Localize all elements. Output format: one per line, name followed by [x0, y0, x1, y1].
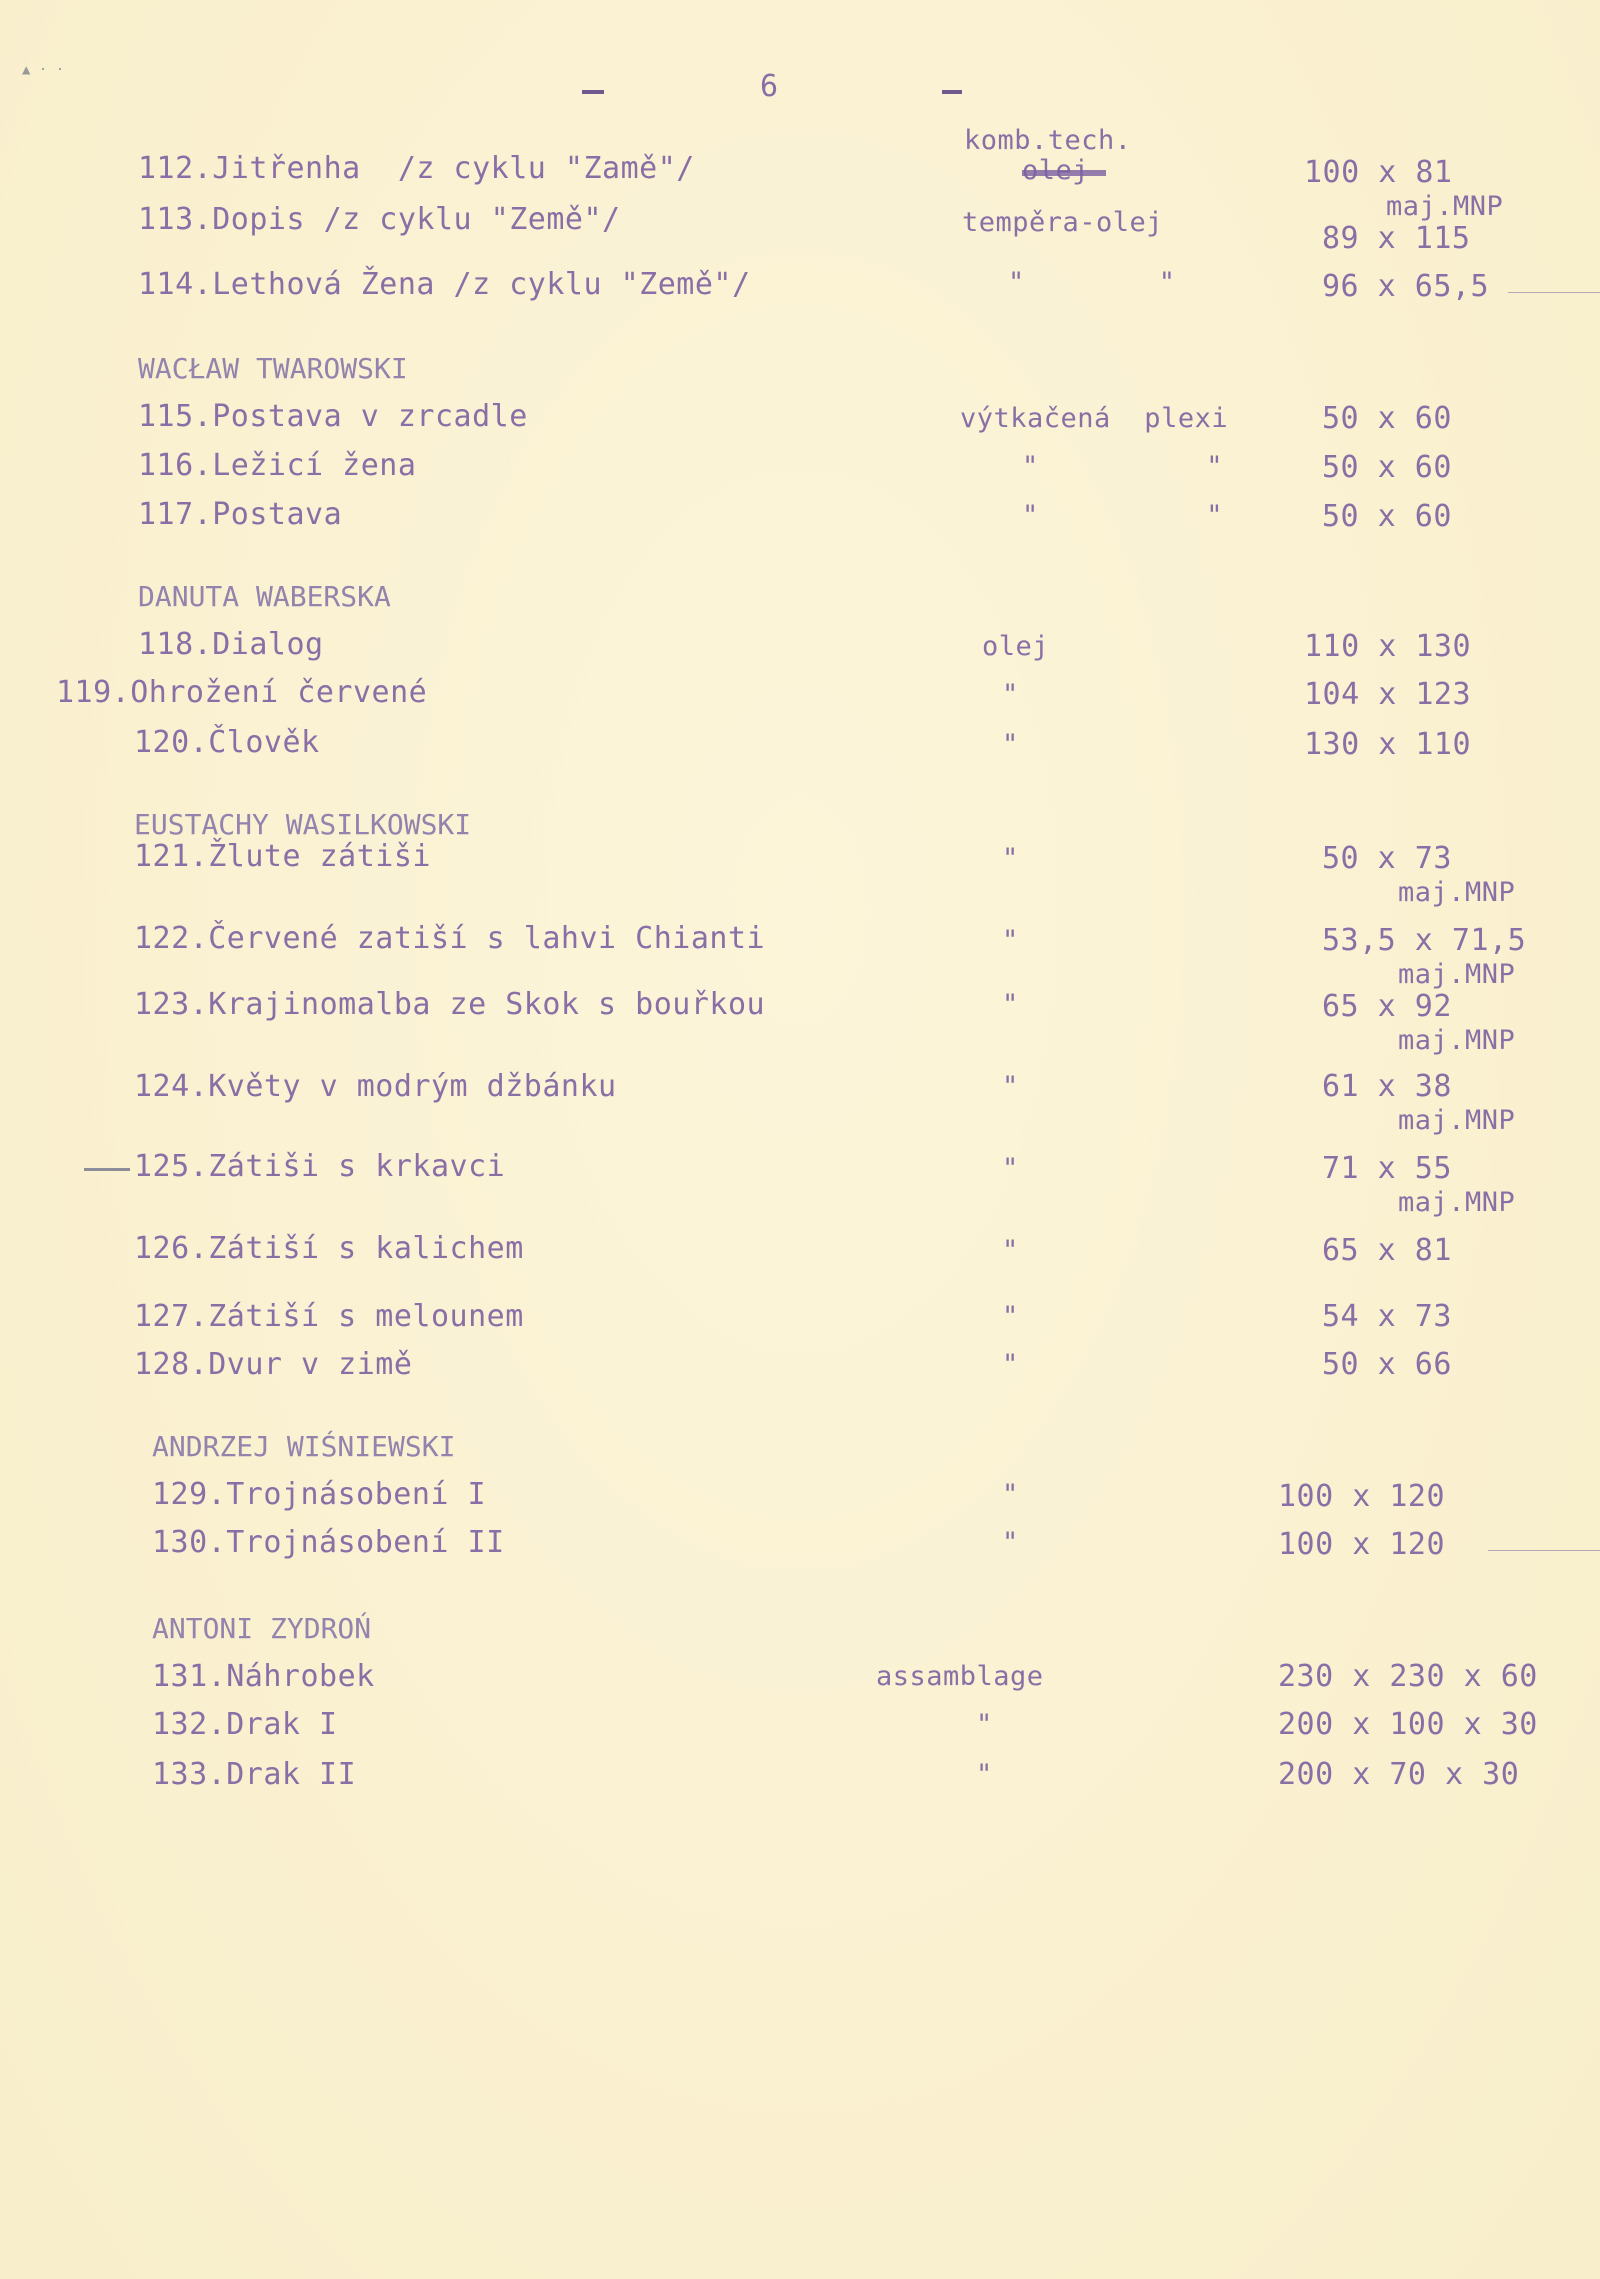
- entry-title: 127.Zátiší s melounem: [134, 1299, 524, 1334]
- entry-note: maj.MNP: [1398, 1105, 1516, 1136]
- entry-title: 125.Zátiši s krkavci: [134, 1149, 506, 1184]
- margin-arrow: [84, 1168, 130, 1171]
- entry-title: 114.Lethová Žena /z cyklu "Země"/: [138, 267, 751, 302]
- margin-mark: ▲ · ·: [22, 62, 65, 78]
- entry-technique: " ": [1022, 500, 1224, 531]
- entry-technique: ": [1002, 925, 1019, 956]
- header-dash-right: [942, 90, 962, 94]
- entry-technique: ": [1002, 989, 1019, 1020]
- entry-title: 122.Červené zatiší s lahvi Chianti: [134, 921, 766, 956]
- entry-technique: ": [1002, 729, 1019, 760]
- entry-technique: ": [976, 1759, 993, 1790]
- entry-size: 65 x 92: [1322, 989, 1452, 1024]
- entry-technique: ": [1002, 1349, 1019, 1380]
- entry-size: 71 x 55: [1322, 1151, 1452, 1186]
- entry-technique: " ": [1008, 267, 1176, 298]
- entry-size: 100 x 120: [1278, 1527, 1446, 1562]
- entry-size: 230 x 230 x 60: [1278, 1659, 1538, 1694]
- entry-technique: ": [1002, 1153, 1019, 1184]
- entry-technique: assamblage: [876, 1661, 1044, 1692]
- entry-title: 126.Zátiší s kalichem: [134, 1231, 524, 1266]
- entry-size: 200 x 100 x 30: [1278, 1707, 1538, 1742]
- entry-size: 54 x 73: [1322, 1299, 1452, 1334]
- entry-technique: ": [1002, 843, 1019, 874]
- entry-title: 120.Člověk: [134, 725, 320, 760]
- entry-note: maj.MNP: [1398, 877, 1516, 908]
- entry-size: 53,5 x 71,5: [1322, 923, 1527, 958]
- entry-technique: ": [1002, 679, 1019, 710]
- entry-size: 50 x 73: [1322, 841, 1452, 876]
- entry-technique: komb.tech.: [964, 125, 1132, 156]
- margin-line: [1488, 1550, 1600, 1551]
- entry-title: 121.Žlute zátiši: [134, 839, 431, 874]
- entry-size: 200 x 70 x 30: [1278, 1757, 1520, 1792]
- entry-technique: olej: [982, 631, 1050, 662]
- margin-line: [1508, 292, 1600, 293]
- entry-note: maj.MNP: [1386, 191, 1504, 222]
- entry-size: 130 x 110: [1304, 727, 1472, 762]
- entry-technique: výtkačená plexi: [960, 403, 1229, 434]
- entry-title: 118.Dialog: [138, 627, 324, 662]
- entry-title: 133.Drak II: [152, 1757, 357, 1792]
- entry-title: 123.Krajinomalba ze Skok s bouřkou: [134, 987, 766, 1022]
- entry-title: 112.Jitřenha /z cyklu "Zamě"/: [138, 151, 695, 186]
- entry-size: 50 x 66: [1322, 1347, 1452, 1382]
- entry-title: 130.Trojnásobení II: [152, 1525, 505, 1560]
- entry-note: maj.MNP: [1398, 1187, 1516, 1218]
- artist-name: ANTONI ZYDROŃ: [152, 1612, 372, 1645]
- artist-name: ANDRZEJ WIŚNIEWSKI: [152, 1430, 456, 1463]
- entry-title: 132.Drak I: [152, 1707, 338, 1742]
- artist-name: DANUTA WABERSKA: [138, 580, 391, 613]
- entry-title: 113.Dopis /z cyklu "Země"/: [138, 202, 621, 237]
- entry-technique: ": [1002, 1479, 1019, 1510]
- entry-title: 128.Dvur v zimě: [134, 1347, 413, 1382]
- entry-size: 61 x 38: [1322, 1069, 1452, 1104]
- entry-title: 119.Ohrožení červené: [56, 675, 428, 710]
- entry-size: 100 x 81: [1304, 155, 1453, 190]
- strikethrough: [1022, 170, 1106, 176]
- entry-technique: ": [1002, 1301, 1019, 1332]
- entry-title: 116.Ležicí žena: [138, 448, 417, 483]
- entry-technique: tempěra-olej: [962, 207, 1164, 238]
- artist-name: WACŁAW TWAROWSKI: [138, 352, 408, 385]
- entry-technique: ": [976, 1709, 993, 1740]
- artist-name: EUSTACHY WASILKOWSKI: [134, 808, 472, 841]
- entry-note: maj.MNP: [1398, 959, 1516, 990]
- entry-title: 117.Postava: [138, 497, 343, 532]
- entry-technique: ": [1002, 1527, 1019, 1558]
- entry-title: 124.Květy v modrým džbánku: [134, 1069, 617, 1104]
- entry-title: 131.Náhrobek: [152, 1659, 375, 1694]
- page-number: 6: [760, 69, 779, 104]
- entry-size: 50 x 60: [1322, 499, 1452, 534]
- entry-size: 50 x 60: [1322, 401, 1452, 436]
- entry-note: maj.MNP: [1398, 1025, 1516, 1056]
- entry-size: 100 x 120: [1278, 1479, 1446, 1514]
- entry-technique: ": [1002, 1071, 1019, 1102]
- entry-size: 96 x 65,5: [1322, 269, 1490, 304]
- entry-size: 50 x 60: [1322, 450, 1452, 485]
- entry-size: 65 x 81: [1322, 1233, 1452, 1268]
- entry-title: 129.Trojnásobení I: [152, 1477, 487, 1512]
- entry-size: 89 x 115: [1322, 221, 1471, 256]
- entry-size: 110 x 130: [1304, 629, 1472, 664]
- entry-title: 115.Postava v zrcadle: [138, 399, 528, 434]
- header-dash-left: [582, 90, 604, 94]
- entry-technique: ": [1002, 1235, 1019, 1266]
- entry-technique: " ": [1022, 451, 1224, 482]
- entry-size: 104 x 123: [1304, 677, 1472, 712]
